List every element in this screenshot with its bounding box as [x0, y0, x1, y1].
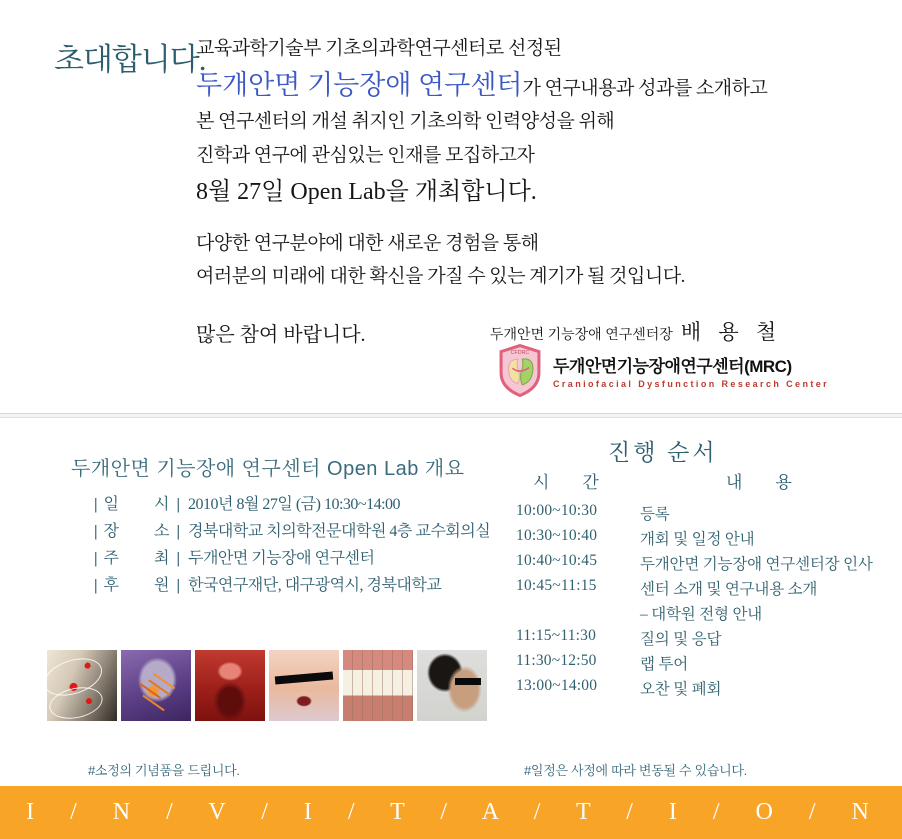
intro-line-2 [196, 70, 876, 102]
schedule-row [516, 652, 902, 677]
invite-title: 초대합니다. [54, 42, 206, 77]
schedule-content: 질의 및 응답 [640, 631, 722, 648]
intro-text-block [196, 38, 876, 288]
overview-label: 주 최 [103, 550, 171, 567]
schedule-table [516, 502, 902, 702]
schedule-row [516, 677, 902, 702]
overview-list [94, 491, 490, 599]
overview-label: 일 시 [103, 496, 171, 513]
overview-value: 2010년 8월 27일 (금) 10:30~14:00 [187, 496, 401, 513]
invitation-banner-text: I / N / V / I / T / A / T / I / O / N [26, 799, 876, 825]
overview-row-sponsor [94, 572, 490, 599]
skull-nerve-diagram [121, 650, 191, 721]
clinical-photo-strip [47, 650, 487, 721]
schedule-time: 10:00~10:30 [516, 502, 598, 519]
overview-value: 경북대학교 치의학전문대학원 4층 교수회의실 [187, 523, 491, 540]
schedule-row-continuation [516, 602, 902, 627]
schedule-content: 오찬 및 폐회 [640, 681, 722, 698]
footnote-schedule-change: #일정은 사정에 따라 변동될 수 있습니다. [524, 763, 747, 778]
intro-line-1: 교육과학기술부 기초의과학연구센터로 선정된 [196, 38, 562, 59]
intro-line-6: 다양한 연구분야에 대한 새로운 경험을 통해 [196, 233, 539, 255]
crest-shield-icon [497, 344, 543, 397]
overview-value: 한국연구재단, 대구광역시, 경북대학교 [187, 577, 442, 594]
logo-subtitle: Craniofacial Dysfunction Research Center [553, 379, 830, 389]
pipe-glyph: | [94, 577, 98, 594]
schedule-time: 13:00~14:00 [516, 677, 598, 694]
infant-cleft-lip-photo [269, 650, 339, 721]
intro-line-4: 진학과 연구에 관심있는 인재를 모집하고자 [196, 144, 535, 166]
schedule-content: 센터 소개 및 연구내용 소개 [640, 581, 818, 598]
logo-text-block [553, 352, 829, 389]
closing-remark: 많은 참여 바랍니다. [196, 324, 366, 346]
privacy-bar [275, 671, 333, 684]
schedule-row [516, 552, 902, 577]
overview-row-date [94, 491, 490, 518]
intro-line-2-rest: 가 연구내용과 성과를 소개하고 [522, 78, 768, 100]
section-divider [0, 413, 902, 418]
schedule-content: 두개안면 기능장애 연구센터장 인사 [640, 556, 873, 573]
privacy-bar [455, 678, 481, 685]
signature [490, 316, 782, 346]
schedule-content: 개회 및 일정 안내 [640, 531, 755, 548]
schedule-content: 랩 투어 [640, 656, 688, 673]
pipe-glyph: | [176, 496, 180, 513]
schedule-time: 10:45~11:15 [516, 577, 597, 594]
center-logo [497, 344, 829, 397]
overview-label: 후 원 [103, 577, 171, 594]
schedule-time: 11:15~11:30 [516, 627, 597, 644]
nerve-lines-overlay [153, 673, 175, 690]
overview-label: 장 소 [103, 523, 171, 540]
schedule-row [516, 502, 902, 527]
overview-value: 두개안면 기능장애 연구센터 [187, 550, 375, 567]
schedule-col-content: 내 용 [726, 473, 800, 492]
intraoral-cleft-palate-photo [195, 650, 265, 721]
schedule-heading: 진행 순서 [608, 440, 718, 465]
svg-text:CFDRC: CFDRC [510, 349, 530, 356]
invitation-banner [0, 786, 902, 839]
schedule-row [516, 527, 902, 552]
signature-role: 두개안면 기능장애 연구센터장 [490, 328, 673, 343]
open-lab-announcement: 8월 27일 Open Lab을 개최합니다. [196, 179, 537, 206]
schedule-content: – 대학원 전형 안내 [640, 606, 762, 623]
pipe-glyph: | [176, 523, 180, 540]
schedule-content: 등록 [640, 506, 670, 523]
intro-line-7: 여러분의 미래에 대한 확신을 가질 수 있는 계기가 될 것입니다. [196, 265, 685, 287]
teeth-occlusion-photo [343, 650, 413, 721]
pipe-glyph: | [176, 577, 180, 594]
logo-title: 두개안면기능장애연구센터(MRC) [553, 357, 792, 376]
pipe-glyph: | [94, 496, 98, 513]
pipe-glyph: | [176, 550, 180, 567]
schedule-col-time: 시 간 [533, 473, 607, 492]
schedule-time: 10:40~10:45 [516, 552, 598, 569]
overview-row-host [94, 545, 490, 572]
facial-pain-photo [47, 650, 117, 721]
footnote-gift: #소정의 기념품을 드립니다. [88, 763, 240, 778]
pipe-glyph: | [94, 550, 98, 567]
overview-row-place [94, 518, 490, 545]
schedule-row [516, 627, 902, 652]
male-profile-photo [417, 650, 487, 721]
center-name-highlight: 두개안면 기능장애 연구센터 [196, 70, 523, 101]
overview-heading: 두개안면 기능장애 연구센터 Open Lab 개요 [71, 458, 465, 480]
schedule-time: 10:30~10:40 [516, 527, 598, 544]
pipe-glyph: | [94, 523, 98, 540]
signature-name: 배 용 철 [680, 320, 783, 344]
schedule-time: 11:30~12:50 [516, 652, 597, 669]
intro-line-3: 본 연구센터의 개설 취지인 기초의학 인력양성을 위해 [196, 111, 615, 133]
schedule-row [516, 577, 902, 602]
